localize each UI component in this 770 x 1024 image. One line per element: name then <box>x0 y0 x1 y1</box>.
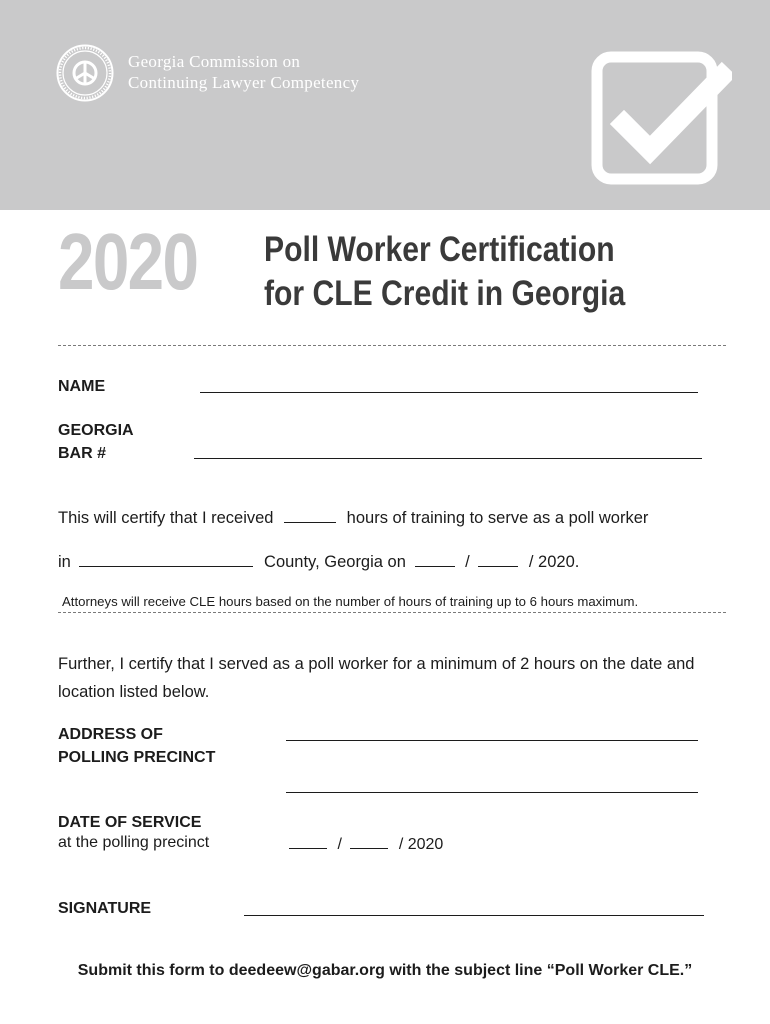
address-field-line2[interactable] <box>286 792 698 793</box>
page-title-line2: for CLE Credit in Georgia <box>264 274 626 313</box>
header-banner <box>0 0 770 210</box>
bar-label-line1: GEORGIA <box>58 422 134 439</box>
year-title: 2020 <box>58 217 198 306</box>
certify-text-2: hours of training to serve as a poll worker <box>346 509 649 527</box>
training-month-field[interactable] <box>415 552 455 567</box>
service-date-slash: / <box>337 836 342 853</box>
service-month-field[interactable] <box>289 834 327 849</box>
date-of-service-label: DATE OF SERVICE <box>58 814 202 831</box>
service-year: / 2020 <box>398 836 444 853</box>
county-text-1: in <box>58 553 71 571</box>
date-of-service-sublabel: at the polling precinct <box>58 834 210 851</box>
address-field-line1[interactable] <box>286 740 698 741</box>
bar-label-line2: BAR # <box>58 445 107 462</box>
service-date-row <box>289 834 443 854</box>
address-label-line1: ADDRESS OF <box>58 726 163 743</box>
certify-sentence <box>58 508 648 528</box>
service-day-field[interactable] <box>350 834 388 849</box>
divider <box>58 345 726 346</box>
page-title-line1: Poll Worker Certification <box>264 230 615 269</box>
signature-label: SIGNATURE <box>58 900 152 917</box>
county-field[interactable] <box>79 552 253 567</box>
year-suffix: / 2020. <box>528 553 580 571</box>
submit-instructions: Submit this form to deedeew@gabar.org with the subject line “Poll Worker CLE.” <box>77 962 693 979</box>
further-certify-paragraph: Further, I certify that I served as a poll worker for a minimum of 2 hours on the date and location listed below. <box>58 655 695 701</box>
org-name-line2: Continuing Lawyer Competency <box>128 73 360 92</box>
name-label: NAME <box>58 378 106 395</box>
name-field[interactable] <box>200 392 698 393</box>
checkbox-check-icon <box>588 48 732 192</box>
address-label-line2: POLLING PRECINCT <box>58 749 216 766</box>
bar-number-field[interactable] <box>194 458 702 459</box>
org-name-line1: Georgia Commission on <box>128 52 301 71</box>
seal-icon <box>56 44 114 102</box>
county-sentence <box>58 552 579 572</box>
signature-field[interactable] <box>244 915 704 916</box>
hours-field[interactable] <box>284 508 336 523</box>
county-text-2: County, Georgia on <box>264 553 406 571</box>
hours-note: Attorneys will receive CLE hours based on the number of hours of training up to 6 hours maximum. <box>62 594 639 609</box>
certify-text-1: This will certify that I received <box>58 509 274 527</box>
date-slash: / <box>465 553 470 571</box>
training-day-field[interactable] <box>478 552 518 567</box>
divider <box>58 612 726 613</box>
